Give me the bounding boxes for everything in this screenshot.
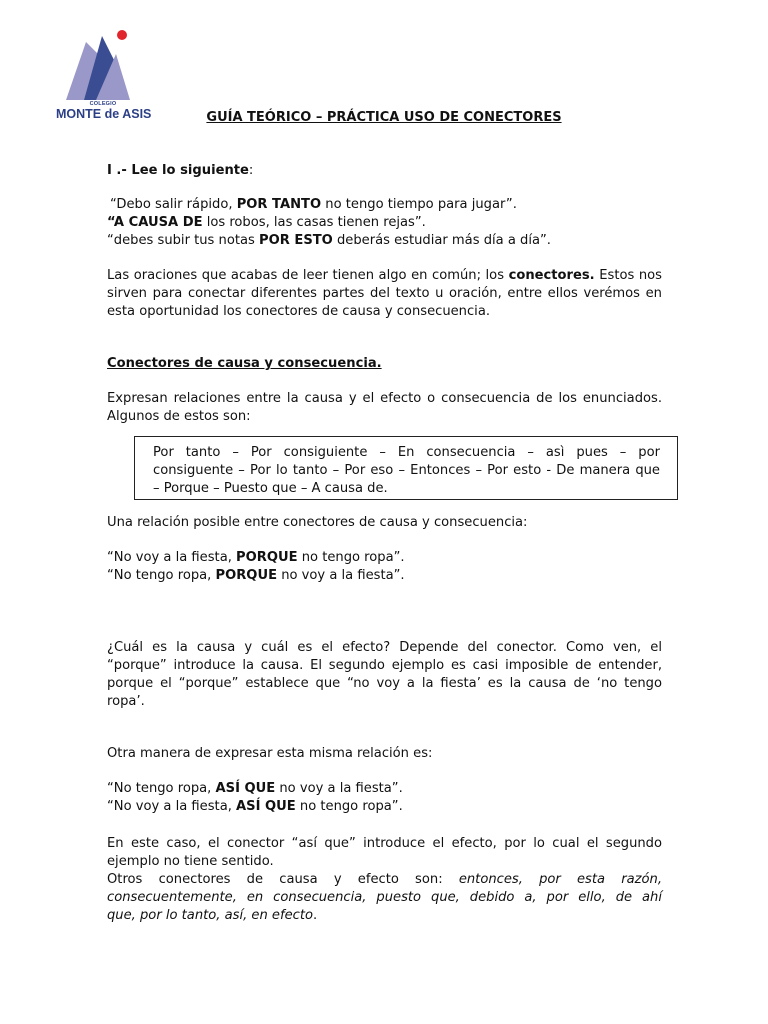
example-text: no tengo ropa”. — [297, 550, 405, 565]
school-logo — [56, 24, 152, 121]
connector-bold: PORQUE — [215, 568, 278, 583]
section2-heading — [107, 355, 662, 373]
example-text: “No voy a la fiesta, — [107, 799, 237, 814]
paragraph-line: “porque” introduce la causa. El segundo ejemplo es casi imposible de entender, — [107, 658, 662, 673]
paragraph-line: esta oportunidad los conectores de causa y consecuencia. — [107, 304, 490, 319]
paragraph-line: ¿Cuál es la causa y cuál es el efecto? Depende del conector. Como ven, el — [107, 640, 662, 655]
expresan-paragraph — [107, 390, 662, 426]
example-text: no voy a la fiesta”. — [275, 781, 403, 796]
intro-paragraph — [107, 267, 662, 321]
page-title: GUÍA TEÓRICO – PRÁCTICA USO DE CONECTORES — [206, 110, 562, 125]
box-line: Por tanto – Por consiguiente – En consecuencia – asì pues – por — [153, 445, 660, 460]
example-asi-que-1 — [107, 780, 662, 798]
connector-bold: PORQUE — [236, 550, 298, 565]
connector-bold: ASÍ QUE — [236, 799, 296, 814]
paragraph-line — [107, 907, 662, 925]
example-asi-que-2 — [107, 798, 662, 816]
box-line: – Porque – Puesto que – A causa de. — [153, 481, 388, 496]
text-run-italic: que, por lo tanto, así, en efecto — [107, 908, 313, 923]
example-porque-2 — [107, 567, 662, 585]
paragraph-line: consecuentemente, en consecuencia, puesto que, debido a, por ello, de ahí — [107, 890, 662, 905]
example-text: “No voy a la fiesta, — [107, 550, 237, 565]
example-text: los robos, las casas tienen rejas”. — [202, 215, 426, 230]
paragraph-line: ejemplo no tiene sentido. — [107, 854, 274, 869]
connectors-list-box — [134, 436, 678, 500]
example-text: “Debo salir rápido, — [110, 197, 237, 212]
paragraph-line — [107, 267, 662, 285]
paragraph-line: Algunos de estos son: — [107, 409, 251, 424]
section1-heading-text: I .- Lee lo siguiente — [107, 163, 249, 178]
box-line: consiguente – Por lo tanto – Por eso – Entonces – Por esto - De manera que — [153, 463, 660, 478]
example-porque-1 — [107, 549, 662, 567]
text-run: Estos nos — [594, 268, 662, 283]
example-text: “debes subir tus notas — [107, 233, 259, 248]
paragraph-line: porque el “porque” establece que “no voy a la fiesta’ es la causa de ‘no tengo — [107, 676, 662, 691]
example-text: no voy a la fiesta”. — [277, 568, 405, 583]
paragraph-line: sirven para conectar diferentes partes del texto u oración, entre ellos verémos en — [107, 286, 662, 301]
example-text: “No tengo ropa, — [107, 568, 216, 583]
connector-bold: POR TANTO — [236, 197, 322, 212]
relation-sentence: Una relación posible entre conectores de causa y consecuencia: — [107, 515, 528, 530]
example-por-esto — [107, 232, 662, 250]
text-run: . — [312, 908, 318, 923]
text-run-italic: entonces, por esta razón, — [458, 872, 662, 887]
example-por-tanto — [110, 196, 665, 214]
logo-name: MONTE de ASIS — [56, 107, 152, 121]
cause-effect-paragraph — [107, 639, 662, 711]
example-text: no tengo ropa”. — [295, 799, 403, 814]
connector-bold: “A CAUSA DE — [107, 215, 203, 230]
example-text: “No tengo ropa, — [107, 781, 216, 796]
example-text: no tengo tiempo para jugar”. — [321, 197, 517, 212]
section1-heading — [107, 162, 662, 180]
text-run: Las oraciones que acabas de leer tienen algo en común; los — [107, 268, 509, 283]
paragraph-line — [107, 871, 662, 889]
paragraph-line: En este caso, el conector “así que” introduce el efecto, por lo cual el segundo — [107, 836, 662, 851]
text-run-bold: conectores. — [508, 268, 595, 283]
example-a-causa-de — [107, 214, 662, 232]
connector-bold: POR ESTO — [259, 233, 333, 248]
logo-small-text: COLEGIO — [89, 101, 117, 107]
example-text: deberás estudiar más día a día”. — [332, 233, 551, 248]
section1-heading-colon: : — [248, 163, 254, 178]
otra-manera-sentence: Otra manera de expresar esta misma relación es: — [107, 746, 433, 761]
conclusion-paragraph — [107, 835, 662, 925]
paragraph-line: ropa’. — [107, 694, 145, 709]
text-run: Otros conectores de causa y efecto son: — [107, 872, 459, 887]
section2-heading-text: Conectores de causa y consecuencia. — [107, 356, 382, 371]
paragraph-line: Expresan relaciones entre la causa y el efecto o consecuencia de los enunciados. — [107, 391, 662, 406]
connector-bold: ASÍ QUE — [215, 781, 276, 796]
